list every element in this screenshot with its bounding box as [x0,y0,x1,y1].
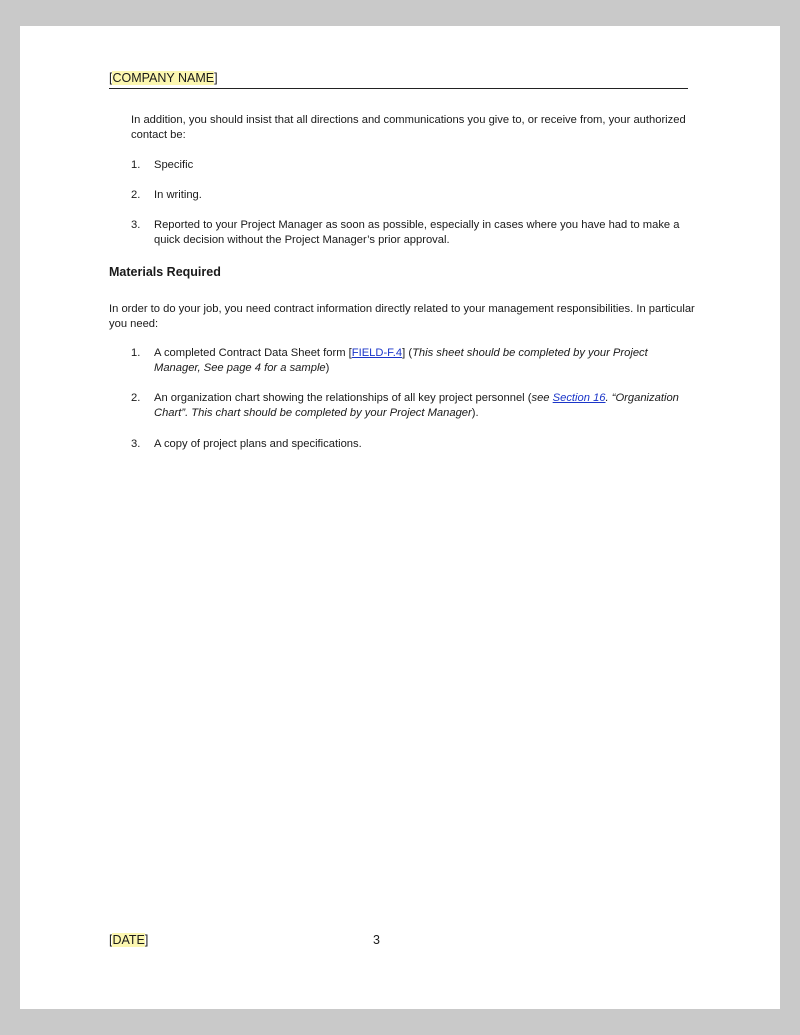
company-name-placeholder[interactable]: COMPANY NAME [112,71,215,85]
page-header [109,70,688,89]
list-item [131,346,691,376]
list-text: In writing. [154,189,202,201]
item-text: An organization chart showing the relationships of all key project personnel ( [154,392,532,404]
list-number: 3. [131,219,141,231]
item-italic-note: see [531,392,553,404]
list-text: Specific [154,159,194,171]
list-text [154,391,694,421]
page-number: 3 [373,933,380,947]
list-text: A copy of project plans and specifications. [154,438,362,450]
list-text-line-2: quick decision without the Project Manager’s prior approval. [154,234,450,246]
date-placeholder[interactable]: DATE [112,933,145,947]
list-number: 2. [131,189,141,201]
list-number: 1. [131,347,141,359]
section-heading: Materials Required [109,265,221,279]
header-open-bracket: [ [109,71,113,85]
item-text: A completed Contract Data Sheet form [ [154,347,352,359]
list-number: 1. [131,159,141,171]
page-footer-date [109,932,148,949]
list-number: 2. [131,392,141,404]
header-close-bracket: ] [214,71,218,85]
list-item [131,188,691,203]
list-item [131,218,701,248]
item-italic-note: . “Organization Chart”. This chart should be completed by your Project Manager [154,392,679,419]
list-item [131,437,691,452]
document-page [20,26,780,1009]
footer-close-bracket: ] [144,933,149,947]
list-item [131,158,691,173]
materials-intro-paragraph: In order to do your job, you need contract information directly related to your management responsibilities. In particular you need: [109,303,695,330]
intro-paragraph: In addition, you should insist that all directions and communications you give to, or receive from, your authorized contact be: [131,114,686,141]
field-f4-link[interactable]: FIELD-F.4 [351,347,403,359]
item-text: ). [471,407,479,419]
item-italic-note: This sheet should be completed by your Project Manager, See page 4 for a sample [154,347,648,374]
list-item [131,391,701,421]
list-text [154,346,664,376]
list-number: 3. [131,438,141,450]
list-text-line-1: Reported to your Project Manager as soon as possible, especially in cases where you have had to make a [154,219,680,231]
section-16-link[interactable]: Section 16 [552,392,606,404]
footer-open-bracket: [ [109,933,113,947]
item-text: ] ( [402,347,413,359]
item-text: ) [325,362,330,374]
